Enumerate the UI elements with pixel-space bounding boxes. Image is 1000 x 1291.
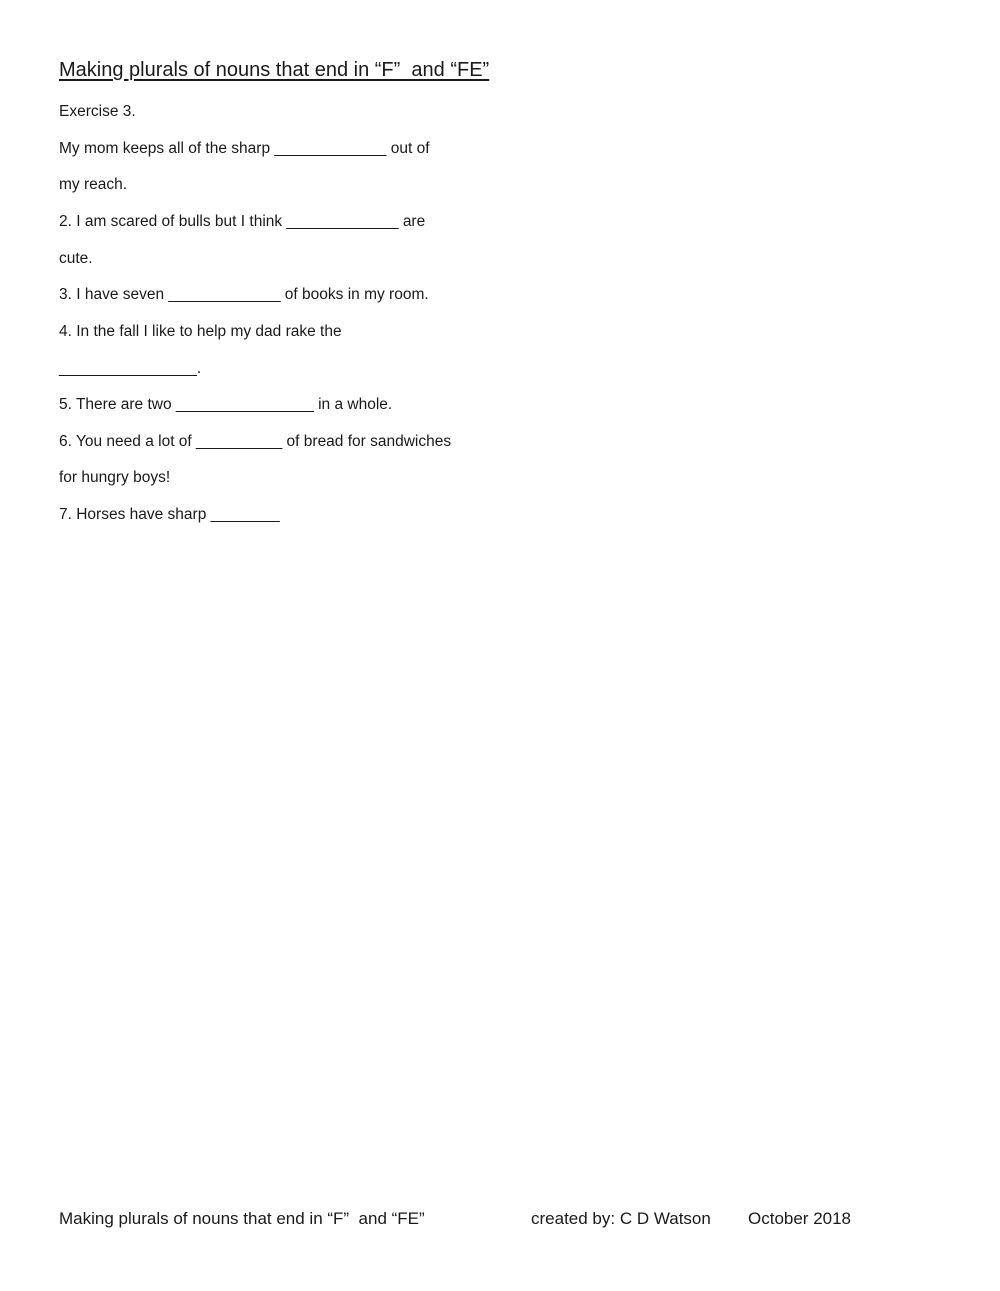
question-1-line-2: my reach. bbox=[59, 176, 128, 193]
question-5: 5. There are two ________________ in a whole. bbox=[59, 396, 393, 413]
footer-title: Making plurals of nouns that end in “F” and “FE” bbox=[59, 1209, 425, 1228]
exercise-label: Exercise 3. bbox=[59, 103, 136, 120]
question-4-line-2: ________________. bbox=[59, 360, 202, 377]
question-3: 3. I have seven _____________ of books in my room. bbox=[59, 286, 429, 303]
question-2-line-2: cute. bbox=[59, 250, 93, 267]
footer-author: created by: C D Watson bbox=[531, 1209, 711, 1228]
question-7: 7. Horses have sharp ________ bbox=[59, 506, 280, 523]
worksheet-title: Making plurals of nouns that end in “F” and “FE” bbox=[59, 59, 490, 81]
question-6-line-1: 6. You need a lot of __________ of bread for sandwiches bbox=[59, 433, 452, 450]
question-6-line-2: for hungry boys! bbox=[59, 469, 171, 486]
question-4-line-1: 4. In the fall I like to help my dad rake the bbox=[59, 323, 342, 340]
footer-date: October 2018 bbox=[748, 1209, 852, 1228]
question-1-line-1: My mom keeps all of the sharp _____________ out of bbox=[59, 140, 430, 157]
question-2-line-1: 2. I am scared of bulls but I think _____________ are bbox=[59, 213, 426, 230]
